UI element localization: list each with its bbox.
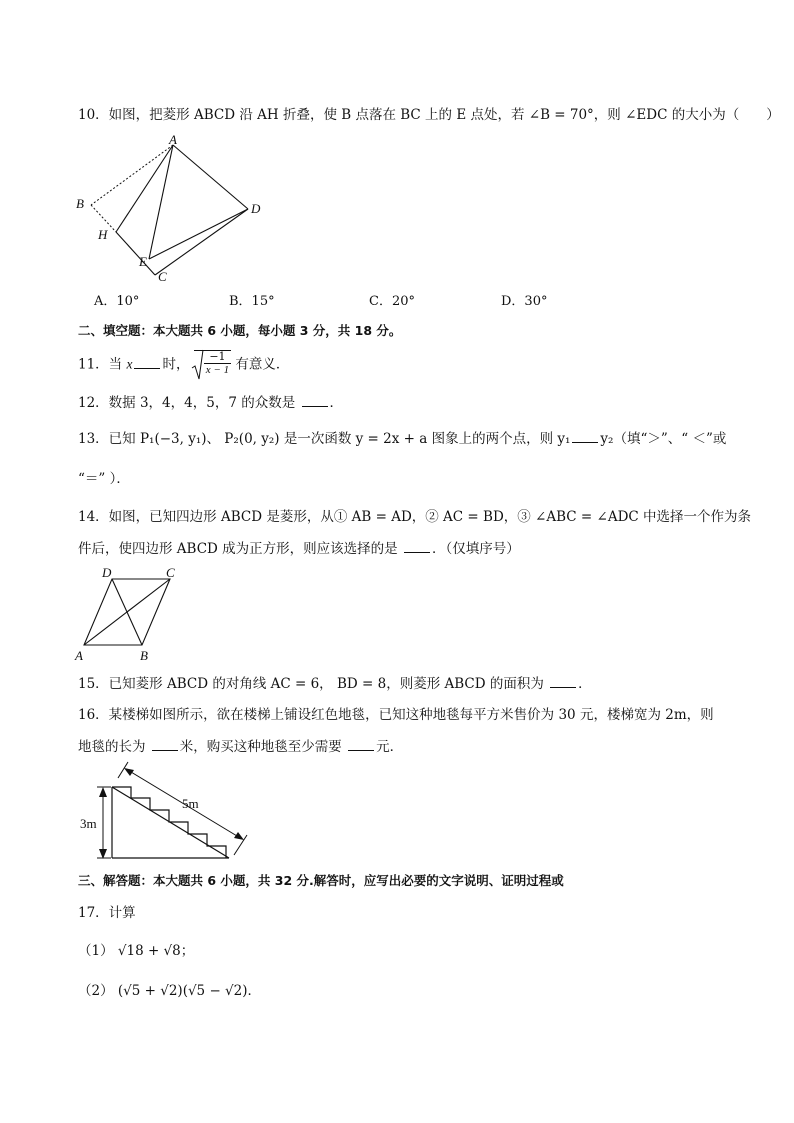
q14-line1: 14．如图，已知四边形 ABCD 是菱形，从① AB = AD，② AC = BD，③ ∠ABC = ∠ADC 中选择一个作为条: [78, 509, 752, 525]
q13-text1: 13．已知 P₁(−3, y₁)、 P₂(0, y₂) 是一次函数 y = 2x + a 图象上的两个点，则 y₁: [78, 431, 571, 447]
q17-part1: （1） √18 + √8；: [78, 943, 195, 959]
q13-text1b: y₂（填“＞”、“ ＜”或: [600, 431, 727, 447]
q11-line: [78, 350, 290, 376]
label-C: C: [158, 269, 167, 284]
side-HC: [116, 232, 155, 275]
q16-line2: [78, 738, 403, 756]
q14-text2b: ．（仅填序号）: [431, 541, 520, 557]
q11-post: 有意义．: [235, 356, 290, 373]
q10-option-a: A．10°: [94, 294, 140, 309]
q16-text2c: 元．: [376, 739, 404, 755]
label-D: D: [102, 565, 112, 580]
q16-text2b: 米，购买这种地毯至少需要: [179, 739, 342, 755]
q11-denominator: x − 1: [205, 364, 230, 376]
q14-line2: [78, 540, 520, 558]
slope-label: 5m: [182, 796, 199, 811]
q11-var: x: [126, 356, 133, 372]
q16-staircase-figure: [74, 765, 254, 865]
label-B: B: [76, 196, 84, 211]
q16-text2a: 地毯的长为: [78, 739, 146, 755]
q16-blank1: [152, 738, 178, 751]
side-DC: [155, 209, 248, 275]
label-B: B: [140, 648, 148, 663]
q17-part2: （2） (√5 + √2)(√5 − √2)．: [78, 983, 262, 999]
q16-blank2: [348, 738, 374, 751]
q11-radical: [194, 350, 231, 376]
height-label: 3m: [80, 816, 97, 831]
q11-blank: [134, 356, 160, 369]
q10-rhombus-figure: [70, 132, 270, 285]
q11-mid: 时，: [162, 356, 190, 373]
label-D: D: [251, 201, 261, 216]
q12-blank: [302, 394, 328, 407]
q16-line1: 16．某楼梯如图所示，欲在楼梯上铺设红色地毯，已知这种地毯每平方米售价为 30 元，楼梯宽为 2m，则: [78, 707, 714, 723]
q15-blank: [550, 675, 576, 688]
label-A: A: [75, 648, 83, 663]
label-A: A: [169, 132, 177, 147]
label-E: E: [139, 254, 147, 269]
q17-title: 17．计算: [78, 905, 136, 921]
side-AD: [173, 145, 248, 209]
q10-text: 10．如图，把菱形 ABCD 沿 AH 折叠，使 B 点落在 BC 上的 E 点处，若 ∠B = 70°，则 ∠EDC 的大小为（ ）: [78, 107, 780, 123]
q10-option-c: C．20°: [369, 294, 415, 309]
segment-AH: [116, 145, 173, 232]
q12-text: 12．数据 3，4，4，5，7 的众数是: [78, 395, 296, 411]
q13-line2: “＝” ）．: [78, 471, 130, 487]
q13-line1: [78, 430, 726, 448]
q11-pre: 11．当: [78, 356, 127, 373]
q15-text: 15．已知菱形 ABCD 的对角线 AC = 6， BD = 8，则菱形 ABCD 的面积为: [78, 676, 544, 692]
segment-AE: [149, 145, 173, 259]
slope-arrow-head-bottom: [234, 832, 244, 840]
q11-fraction: [204, 351, 231, 376]
slope-arrow-head-top: [124, 768, 134, 776]
section2-heading: 二、填空题：本大题共 6 小题，每小题 3 分，共 18 分。: [78, 323, 402, 338]
dashed-AB: [91, 145, 173, 205]
section3-heading: 三、解答题：本大题共 6 小题，共 32 分.解答时，应写出必要的文字说明、证明过程或: [78, 873, 564, 888]
q15-line: [78, 675, 592, 693]
q13-blank: [572, 430, 598, 443]
q12-end: ．: [329, 395, 344, 411]
q10-option-d: D．30°: [501, 294, 548, 309]
q14-rhombus-figure: [72, 565, 192, 665]
q11-numerator: −1: [204, 351, 231, 364]
segment-ED: [149, 209, 248, 259]
q15-end: ．: [578, 676, 592, 692]
arrow-head-top: [99, 787, 107, 797]
q10-option-b: B．15°: [229, 294, 275, 309]
label-H: H: [98, 227, 108, 242]
q12-line: [78, 394, 343, 412]
label-C: C: [166, 565, 175, 580]
q14-text2: 件后，使四边形 ABCD 成为正方形，则应该选择的是: [78, 541, 398, 557]
diagonal-BD: [112, 579, 142, 645]
q14-blank: [404, 540, 430, 553]
